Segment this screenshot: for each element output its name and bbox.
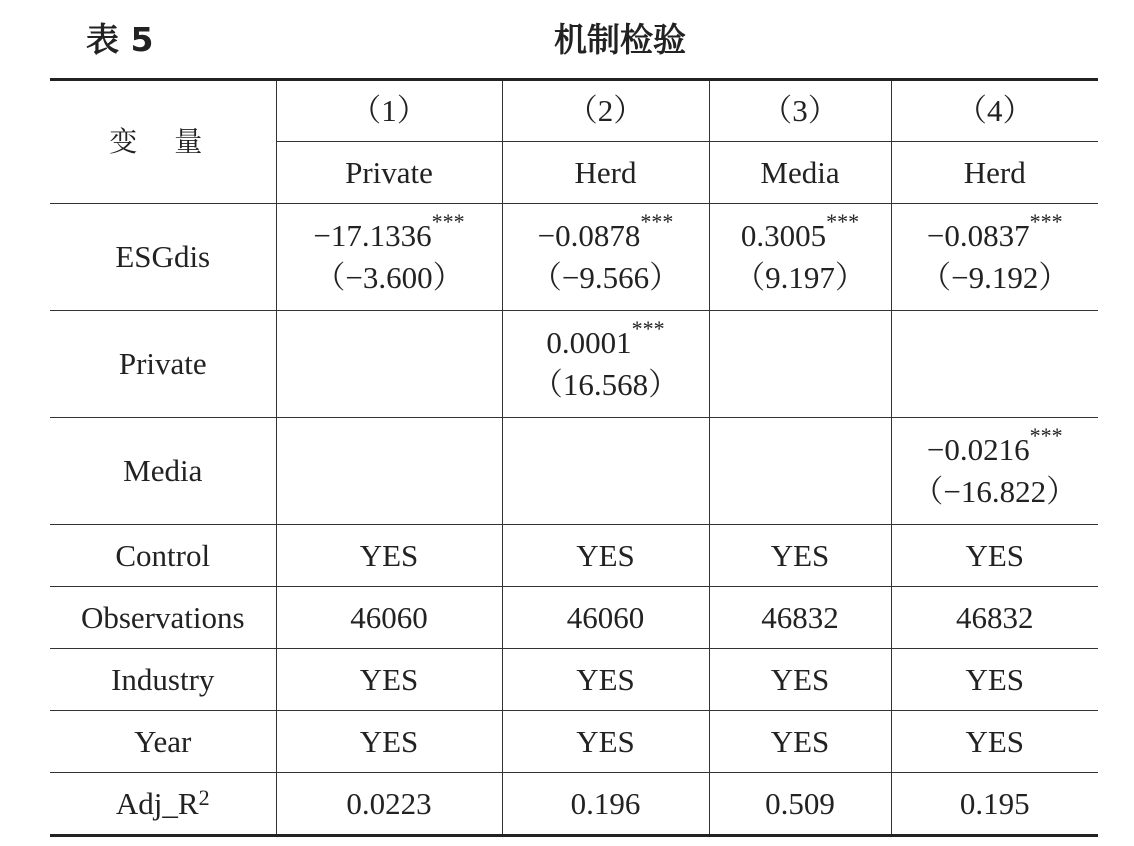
row-label: Observations xyxy=(50,587,276,649)
coef-cell xyxy=(276,311,502,418)
column-number: （2） xyxy=(502,80,709,142)
significance-stars: *** xyxy=(431,209,465,234)
table-cell: YES xyxy=(891,649,1098,711)
coef-cell xyxy=(709,418,891,525)
table-cell: YES xyxy=(891,525,1098,587)
table-cell: 46060 xyxy=(276,587,502,649)
row-label: Control xyxy=(50,525,276,587)
coefficient: 0.0001*** xyxy=(546,316,665,360)
coefficient: −0.0878*** xyxy=(537,209,674,253)
t-statistic: （−3.600） xyxy=(314,260,464,295)
significance-stars: *** xyxy=(640,209,674,234)
column-dependent-variable: Media xyxy=(709,142,891,204)
coefficient: −17.1336*** xyxy=(313,209,465,253)
t-statistic: （16.568） xyxy=(531,367,680,402)
coef-cell xyxy=(276,418,502,525)
coef-cell xyxy=(891,311,1098,418)
row-label: Media xyxy=(50,418,276,525)
t-statistic: （−9.192） xyxy=(920,260,1070,295)
coef-cell xyxy=(276,204,502,311)
table-cell: 46832 xyxy=(709,587,891,649)
significance-stars: *** xyxy=(1029,423,1063,448)
table-cell: 46060 xyxy=(502,587,709,649)
coefficient: −0.0216*** xyxy=(926,423,1063,467)
superscript: 2 xyxy=(198,784,210,810)
table-cell: YES xyxy=(502,649,709,711)
coef-cell xyxy=(709,204,891,311)
table-cell: 0.196 xyxy=(502,773,709,836)
coef-cell xyxy=(891,418,1098,525)
row-label: $Adj\_R^2$ xyxy=(50,773,276,836)
table-row xyxy=(50,525,1098,587)
table-cell: YES xyxy=(891,711,1098,773)
significance-stars: *** xyxy=(1029,209,1063,234)
column-number: （3） xyxy=(709,80,891,142)
table-cell: YES xyxy=(709,649,891,711)
coef-cell xyxy=(502,204,709,311)
table-title: 机制检验 xyxy=(554,20,686,59)
row-label: ESGdis xyxy=(50,204,276,311)
column-number: （1） xyxy=(276,80,502,142)
table-row xyxy=(50,418,1098,525)
table-row xyxy=(50,649,1098,711)
significance-stars: *** xyxy=(631,316,665,341)
table-cell: 0.0223 xyxy=(276,773,502,836)
t-statistic: （−9.566） xyxy=(530,260,681,295)
table-cell: 0.509 xyxy=(709,773,891,836)
table-row xyxy=(50,773,1098,836)
regression-table xyxy=(50,78,1098,837)
column-dependent-variable: Herd xyxy=(502,142,709,204)
table-cell: YES xyxy=(709,525,891,587)
table-row xyxy=(50,711,1098,773)
coef-cell xyxy=(502,311,709,418)
coef-cell xyxy=(502,418,709,525)
table-row xyxy=(50,587,1098,649)
header-row-numbers xyxy=(50,80,1098,142)
coef-cell xyxy=(891,204,1098,311)
table-cell: 46832 xyxy=(891,587,1098,649)
table-cell: YES xyxy=(276,525,502,587)
variable-header: 变 量 xyxy=(50,80,276,204)
coefficient: 0.3005*** xyxy=(740,209,860,253)
column-dependent-variable: Herd xyxy=(891,142,1098,204)
column-number: （4） xyxy=(891,80,1098,142)
table-cell: YES xyxy=(276,711,502,773)
table-cell: YES xyxy=(276,649,502,711)
coefficient: −0.0837*** xyxy=(926,209,1063,253)
table-number: 表 5 xyxy=(86,20,154,59)
table-cell: YES xyxy=(502,711,709,773)
row-label: Industry xyxy=(50,649,276,711)
significance-stars: *** xyxy=(826,209,860,234)
t-statistic: （9.197） xyxy=(734,260,866,295)
column-dependent-variable: Private xyxy=(276,142,502,204)
row-label: Year xyxy=(50,711,276,773)
table-cell: 0.195 xyxy=(891,773,1098,836)
table-row xyxy=(50,311,1098,418)
table-row xyxy=(50,204,1098,311)
coef-cell xyxy=(709,311,891,418)
row-label: Private xyxy=(50,311,276,418)
table-cell: YES xyxy=(709,711,891,773)
table-cell: YES xyxy=(502,525,709,587)
t-statistic: （−16.822） xyxy=(912,474,1078,509)
